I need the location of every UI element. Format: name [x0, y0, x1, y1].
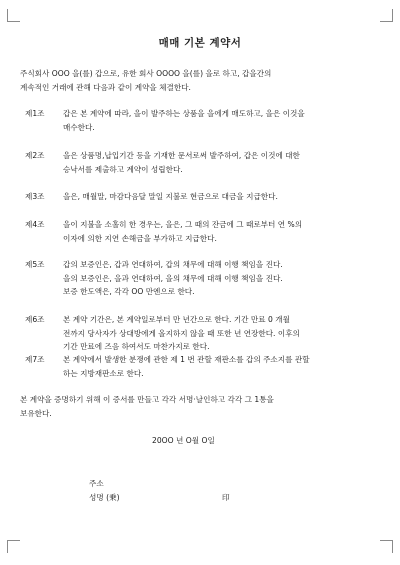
intro-line: 계속적인 거래에 관해 다음과 같이 계약을 체결한다.	[20, 82, 191, 92]
clause-number: 제7조	[25, 355, 45, 364]
clause-number: 제1조	[25, 109, 45, 118]
clause-number: 제6조	[25, 315, 45, 324]
clause-line: 갑의 보증인은, 갑과 연대하여, 갑의 채무에 대해 이행 책임을 진다.	[63, 260, 283, 269]
clause-line: 이자에 의한 지연 손해금을 부가하고 지급한다.	[63, 233, 217, 243]
clause-body	[63, 258, 283, 299]
intro-line: 주식회사 OOO 을(를) 갑으로, 유한 회사 OOOO 을(를) 을로 하고, 갑을간의	[20, 69, 272, 78]
clause-line: 을은, 매월말, 마감다음달 말일 지불로 현금으로 대금을 지급한다.	[63, 192, 278, 201]
clause-line: 하는 지방재판소로 한다.	[63, 368, 144, 378]
contract-date: 20OO 년 O월 O일	[152, 436, 215, 445]
clause-line: 본 계약에서 발생한 분쟁에 관한 제 1 번 관할 재판소를 갑의 주소지를 관할	[63, 355, 310, 364]
clause-line: 갑은 본 계약에 따라, 을이 발주하는 상품을 을에게 매도하고, 을은 이것을	[63, 109, 305, 118]
address-label: 주소	[89, 479, 104, 488]
clause-body	[63, 190, 278, 204]
clause-body	[63, 107, 305, 134]
clause-line: 기간 만료에 즈음 하여서도 마찬가지로 한다.	[63, 342, 210, 351]
crop-mark-bottom-left	[7, 540, 20, 553]
clause-number: 제4조	[25, 220, 45, 229]
name-label: 성명 (乗)	[89, 493, 120, 502]
clause-body	[63, 149, 300, 176]
clause-line: 전까지 당사자가 상대방에게 올지하지 않을 때 또한 년 연장한다. 이후의	[63, 328, 300, 338]
seal-label: 印	[222, 493, 230, 502]
clause-body	[63, 218, 302, 245]
crop-mark-bottom-right	[380, 540, 393, 553]
clause-line: 을이 지불을 소홀히 한 경우는, 을은, 그 때의 잔금에 그 때로부터 연 %의	[63, 220, 303, 229]
clause-line: 보증 한도액은, 각각 OO 만엔으로 한다.	[63, 287, 195, 296]
clause-line: 매수한다.	[63, 122, 95, 132]
clause-number: 제5조	[25, 260, 45, 269]
crop-mark-top-left	[7, 9, 20, 22]
clause-line: 을은 상품명,납입기간 등을 기재한 문서로써 발주하여, 갑은 이것에 대한	[63, 151, 300, 160]
intro-paragraph	[20, 67, 271, 94]
clause-line: 을의 보증인은, 을과 연대하여, 을의 채무에 대해 이행 책임을 진다.	[63, 273, 283, 283]
document-title: 매매 기본 계약서	[158, 37, 242, 49]
clause-number: 제3조	[25, 192, 45, 201]
closing-line: 보유한다.	[20, 408, 52, 418]
crop-mark-top-right	[380, 9, 393, 22]
clause-line: 본 계약 기간은, 본 계약일로부터 만 년간으로 한다. 기간 만료 0 개월	[63, 315, 290, 324]
clause-line: 승낙서를 제출하고 계약이 성립한다.	[63, 164, 183, 174]
closing-line: 본 계약을 증명하기 위해 이 증서를 만들고 각각 서명·날인하고 각각 그 1통을	[20, 395, 274, 404]
clause-body	[63, 313, 300, 354]
closing-paragraph	[20, 393, 274, 420]
clause-body	[63, 353, 310, 380]
clause-number: 제2조	[25, 151, 45, 160]
